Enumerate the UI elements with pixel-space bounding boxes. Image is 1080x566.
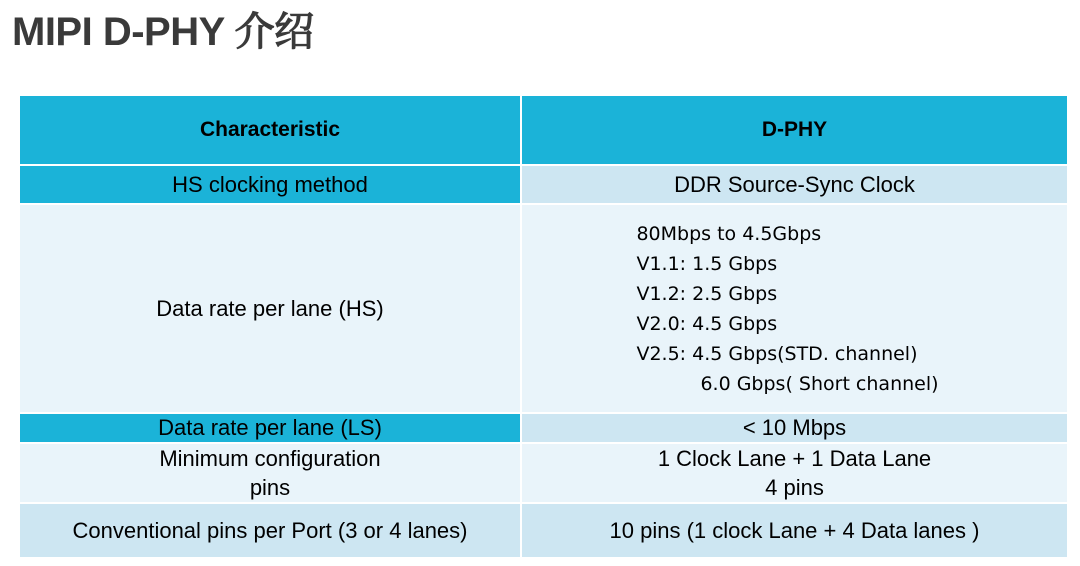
row-value-data-rate-ls: < 10 Mbps (521, 413, 1068, 443)
row-label-data-rate-hs: Data rate per lane (HS) (19, 204, 521, 413)
row-label-min-config (19, 443, 521, 503)
header-dphy: D-PHY (521, 95, 1068, 165)
row-label-hs-clocking: HS clocking method (19, 165, 521, 204)
data-rate-line: V2.0: 4.5 Gbps (636, 312, 778, 335)
value-line: 4 pins (765, 475, 824, 500)
row-label-data-rate-ls: Data rate per lane (LS) (19, 413, 521, 443)
row-label-conv-pins: Conventional pins per Port (3 or 4 lanes) (19, 503, 521, 558)
row-value-conv-pins: 10 pins (1 clock Lane + 4 Data lanes ) (521, 503, 1068, 558)
header-characteristic: Characteristic (19, 95, 521, 165)
dphy-spec-table (18, 94, 1069, 559)
slide-title: MIPI D-PHY 介绍 (12, 10, 314, 54)
table-header-row (19, 95, 1068, 165)
table-row (19, 165, 1068, 204)
data-rate-line: V1.1: 1.5 Gbps (636, 252, 778, 275)
table-row (19, 443, 1068, 503)
table-row (19, 204, 1068, 413)
data-rate-line: 6.0 Gbps( Short channel) (700, 372, 939, 395)
table-row (19, 503, 1068, 558)
row-value-data-rate-hs (521, 204, 1068, 413)
label-line: pins (249, 475, 291, 500)
row-value-hs-clocking: DDR Source-Sync Clock (521, 165, 1068, 204)
data-rate-line: V2.5: 4.5 Gbps(STD. channel) (636, 342, 918, 365)
data-rate-list (636, 219, 938, 399)
data-rate-line: V1.2: 2.5 Gbps (636, 282, 778, 305)
label-line: Minimum configuration (159, 446, 381, 471)
row-value-min-config (521, 443, 1068, 503)
table-row (19, 413, 1068, 443)
data-rate-line: 80Mbps to 4.5Gbps (636, 222, 822, 245)
value-line: 1 Clock Lane + 1 Data Lane (657, 446, 932, 471)
